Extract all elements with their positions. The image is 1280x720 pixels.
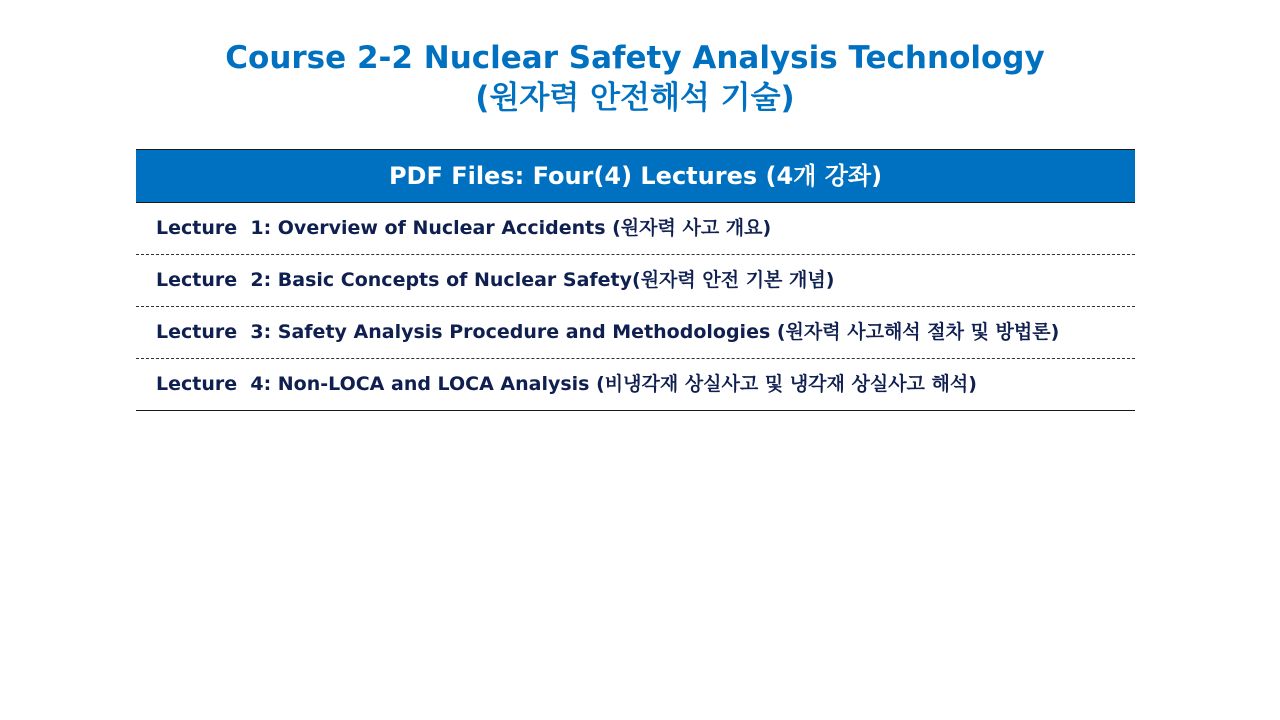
page-title-english: Course 2-2 Nuclear Safety Analysis Technology — [225, 40, 1045, 76]
lecture-row-4[interactable]: Lecture 4: Non-LOCA and LOCA Analysis (비냉각재 상실사고 및 냉각재 상실사고 해석) — [156, 373, 977, 395]
lecture-row-1[interactable]: Lecture 1: Overview of Nuclear Accidents (원자력 사고 개요) — [136, 203, 1135, 255]
lecture-table — [136, 149, 1135, 411]
lecture-table-header: PDF Files: Four(4) Lectures (4개 강좌) — [136, 150, 1135, 203]
lecture-row-3[interactable]: Lecture 3: Safety Analysis Procedure and Methodologies (원자력 사고해석 절차 및 방법론) — [136, 307, 1135, 359]
lecture-row-2[interactable]: Lecture 2: Basic Concepts of Nuclear Safety(원자력 안전 기본 개념) — [136, 255, 1135, 307]
page-title — [0, 38, 1270, 118]
page-title-korean: (원자력 안전해석 기술) — [475, 80, 795, 116]
